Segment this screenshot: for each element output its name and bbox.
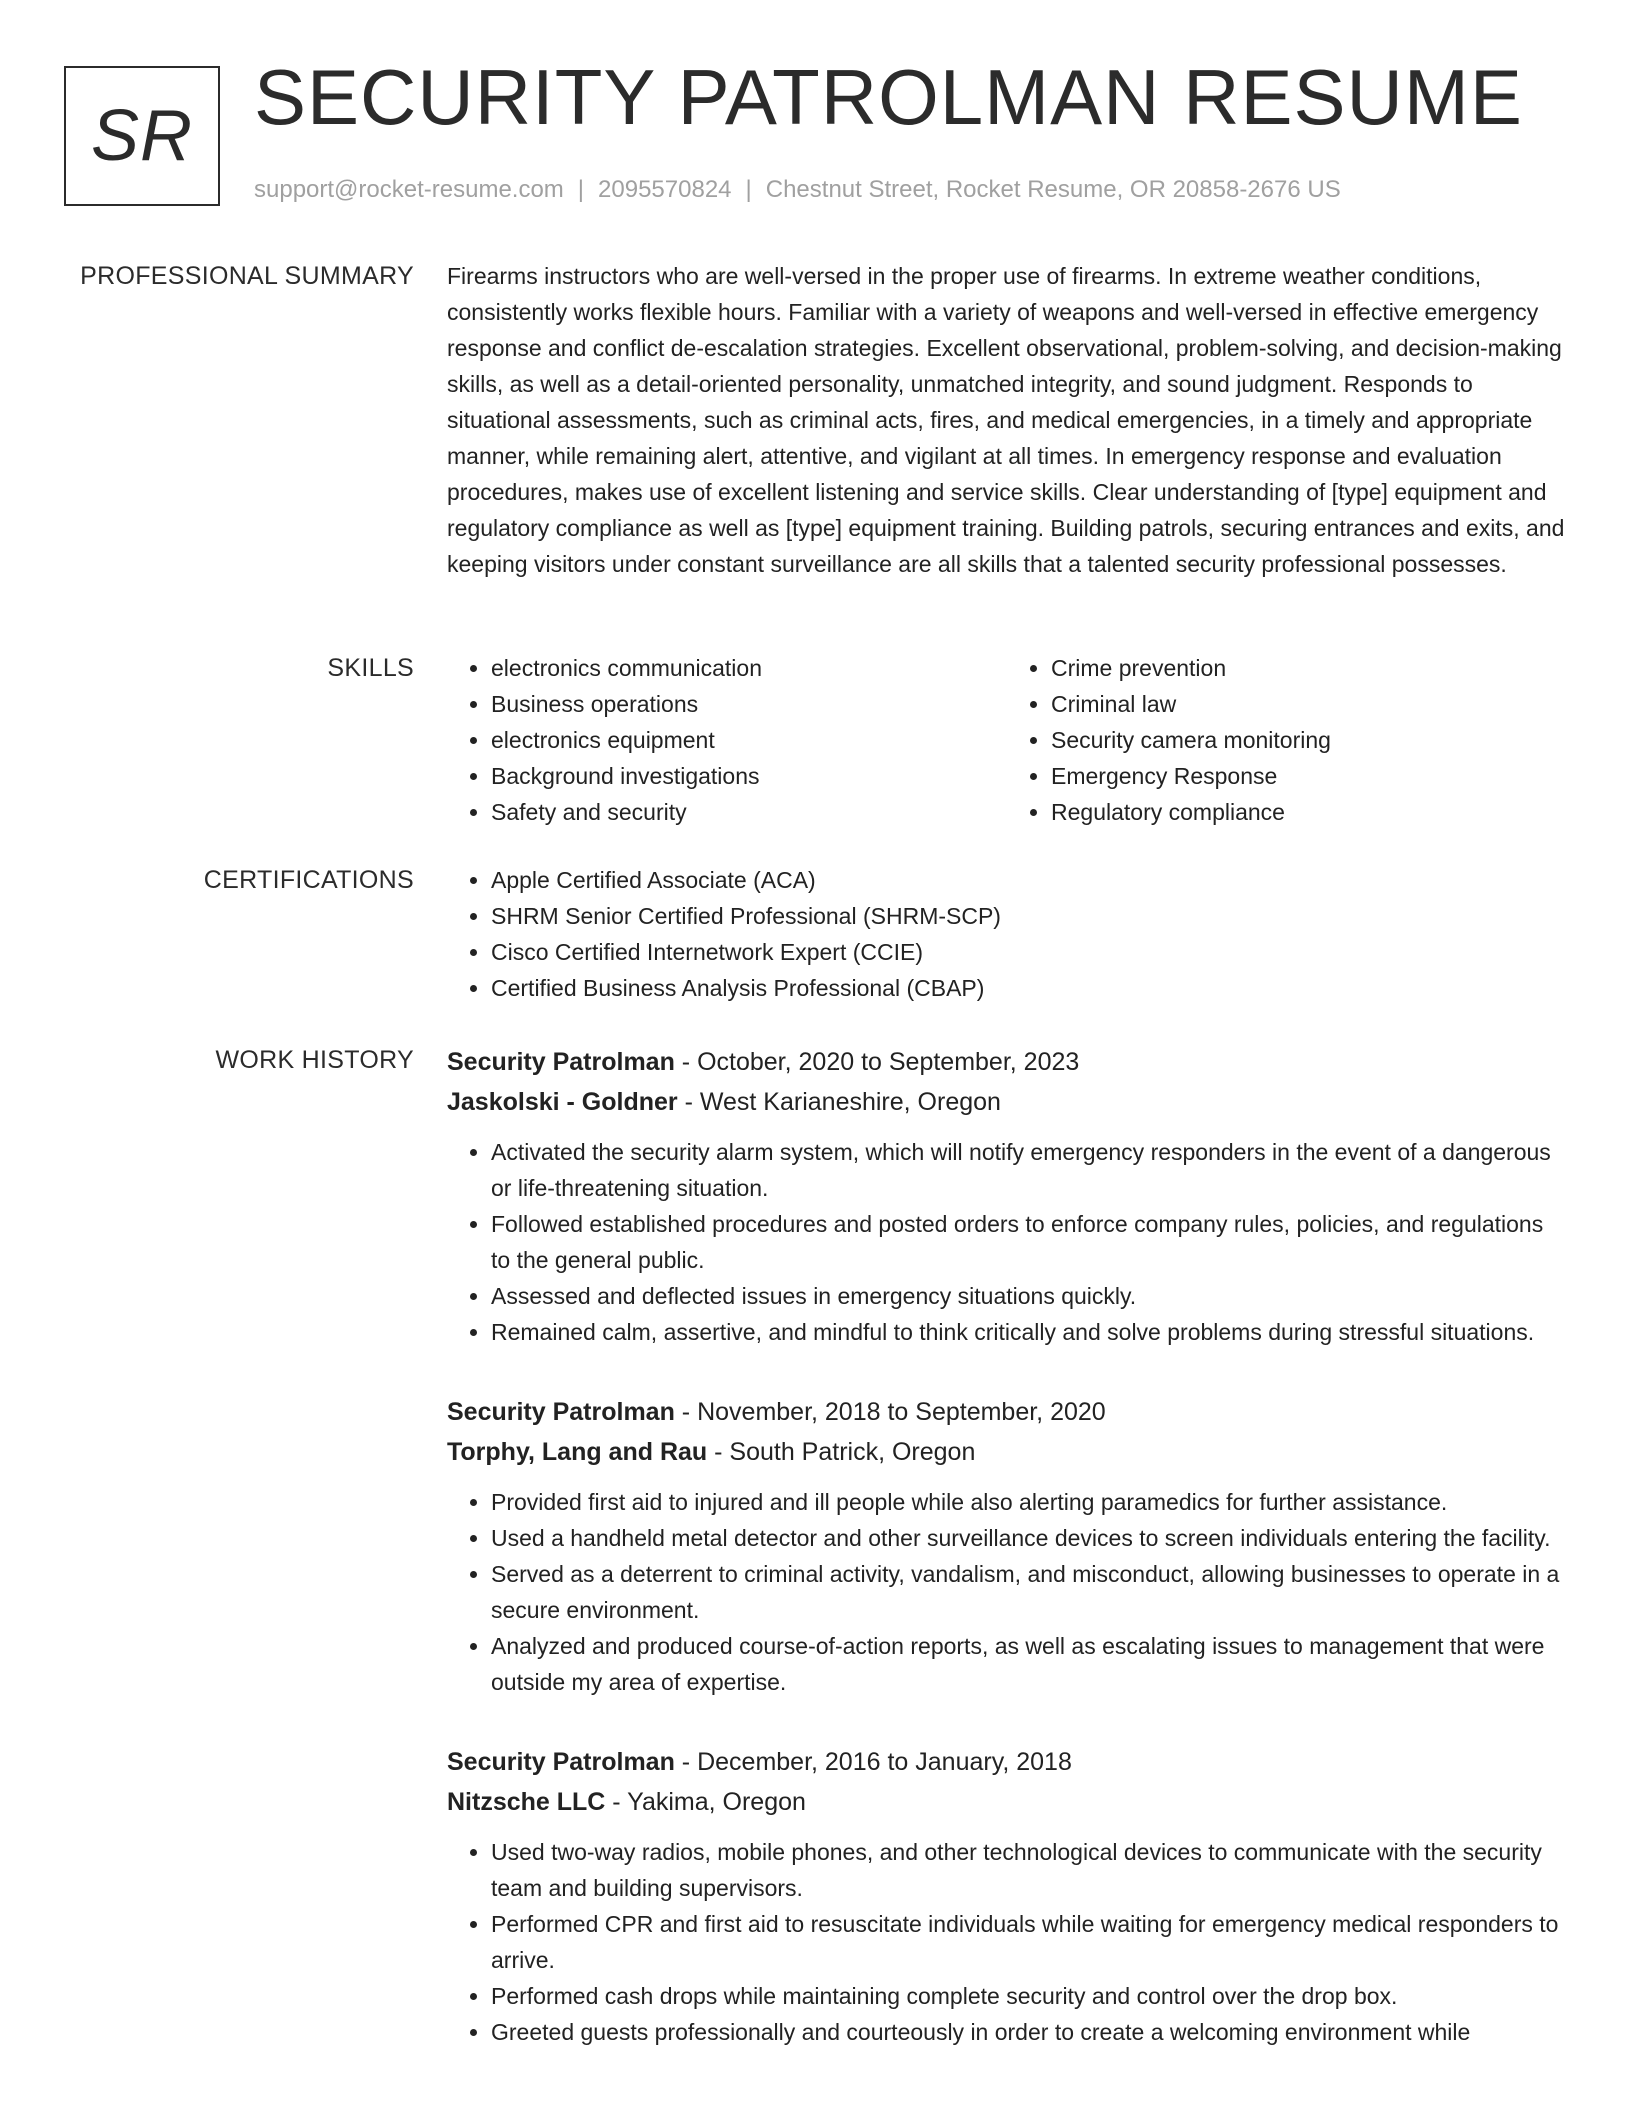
job-company: Nitzsche LLC [447,1788,606,1816]
certifications-body [447,862,1567,1006]
job-duty-item: • Performed CPR and first aid to resuscitate individuals while waiting for emergency medical responders to arrive. [491,1906,1567,1978]
contact-address: Chestnut Street, Rocket Resume, OR 20858-2676 US [765,176,1341,203]
job-duty-item: • Followed established procedures and posted orders to enforce company rules, policies, and regulations to the general public. [491,1206,1567,1278]
section-label-work-history: WORK HISTORY [215,1046,414,1074]
skill-item: • Emergency Response [1051,758,1567,794]
summary-body [447,258,1567,582]
monogram-badge: SR [64,66,220,206]
job-entry [447,1742,1567,2050]
section-label-certifications: CERTIFICATIONS [203,866,414,894]
skills-body [447,650,1567,830]
job-company-line [447,1432,1567,1472]
job-entry [447,1392,1567,1700]
job-dates: - November, 2018 to September, 2020 [674,1398,1106,1426]
skill-item: • Business operations [491,686,1007,722]
skill-item: • electronics communication [491,650,1007,686]
job-duty-item: • Assessed and deflected issues in emergency situations quickly. [491,1278,1567,1314]
job-duty-item: • Performed cash drops while maintaining complete security and control over the drop box. [491,1978,1567,2014]
certification-item: • Certified Business Analysis Professional (CBAP) [491,970,1567,1006]
contact-separator: | [745,176,752,203]
job-title: Security Patrolman [447,1748,675,1776]
job-location: - Yakima, Oregon [605,1788,806,1816]
job-duty-item: • Provided first aid to injured and ill people while also alerting paramedics for further assistance. [491,1484,1567,1520]
certification-item: • Apple Certified Associate (ACA) [491,862,1567,898]
skills-list-left [447,650,1007,830]
job-title-line [447,1392,1567,1432]
job-duties-list [447,1834,1567,2050]
section-label-skills: SKILLS [327,654,414,682]
job-title: Security Patrolman [447,1398,675,1426]
job-duty-item: • Remained calm, assertive, and mindful to think critically and solve problems during stressful situations. [491,1314,1567,1350]
job-duties-list [447,1134,1567,1350]
certification-item: • Cisco Certified Internetwork Expert (CCIE) [491,934,1567,970]
job-dates: - October, 2020 to September, 2023 [674,1048,1080,1076]
skill-item: • Safety and security [491,794,1007,830]
job-duties-list [447,1484,1567,1700]
job-duty-item: • Used two-way radios, mobile phones, and other technological devices to communicate with the security team and building supervisors. [491,1834,1567,1906]
job-duty-item: • Served as a deterrent to criminal activity, vandalism, and misconduct, allowing businesses to operate in a secure environment. [491,1556,1567,1628]
job-location: - South Patrick, Oregon [707,1438,976,1466]
job-duty-item: • Analyzed and produced course-of-action reports, as well as escalating issues to management that were outside my area of expertise. [491,1628,1567,1700]
work-history-body [447,1042,1567,2092]
job-title-line [447,1742,1567,1782]
job-duty-item: • Activated the security alarm system, which will notify emergency responders in the event of a dangerous or life-threatening situation. [491,1134,1567,1206]
contact-phone[interactable]: 2095570824 [598,176,732,203]
skill-item: • Security camera monitoring [1051,722,1567,758]
skills-list-right [1007,650,1567,830]
job-company-line [447,1082,1567,1122]
certifications-list [447,862,1567,1006]
skill-item: • Background investigations [491,758,1007,794]
job-entry [447,1042,1567,1350]
job-title-line [447,1042,1567,1082]
contact-separator: | [577,176,585,203]
job-duty-item: • Greeted guests professionally and courteously in order to create a welcoming environment while [491,2014,1567,2050]
job-company-line [447,1782,1567,1822]
job-location: - West Karianeshire, Oregon [677,1088,1001,1116]
page-title: SECURITY PATROLMAN RESUME [254,53,1523,141]
skill-item: • Regulatory compliance [1051,794,1567,830]
job-title: Security Patrolman [447,1048,675,1076]
job-company: Torphy, Lang and Rau [447,1438,708,1466]
summary-text: Firearms instructors who are well-versed in the proper use of firearms. In extreme weather conditions, consistently works flexible hours. Familiar with a variety of weapons and well-versed in effective emergency response and conflict de-escalation strategies. Excellent observational, problem-solving, and decision-making skills, as well as a detail-oriented personality, unmatched integrity, and sound judgment. Responds to situational assessments, such as criminal acts, fires, and medical emergencies, in a timely and appropriate manner, while remaining alert, attentive, and vigilant at all times. In emergency response and evaluation procedures, makes use of excellent listening and service skills. Clear understanding of [type] equipment and regulatory compliance as well as [type] equipment training. Building patrols, securing entrances and exits, and keeping visitors under constant surveillance are all skills that a talented security professional possesses. [447,263,1565,577]
job-dates: - December, 2016 to January, 2018 [674,1748,1072,1776]
skill-item: • electronics equipment [491,722,1007,758]
certification-item: • SHRM Senior Certified Professional (SHRM-SCP) [491,898,1567,934]
contact-line [254,176,1341,205]
job-duty-item: • Used a handheld metal detector and other surveillance devices to screen individuals entering the facility. [491,1520,1567,1556]
skill-item: • Criminal law [1051,686,1567,722]
job-company: Jaskolski - Goldner [447,1088,678,1116]
contact-email[interactable]: support@rocket-resume.com [254,176,564,203]
section-label-summary: PROFESSIONAL SUMMARY [80,262,414,290]
skill-item: • Crime prevention [1051,650,1567,686]
